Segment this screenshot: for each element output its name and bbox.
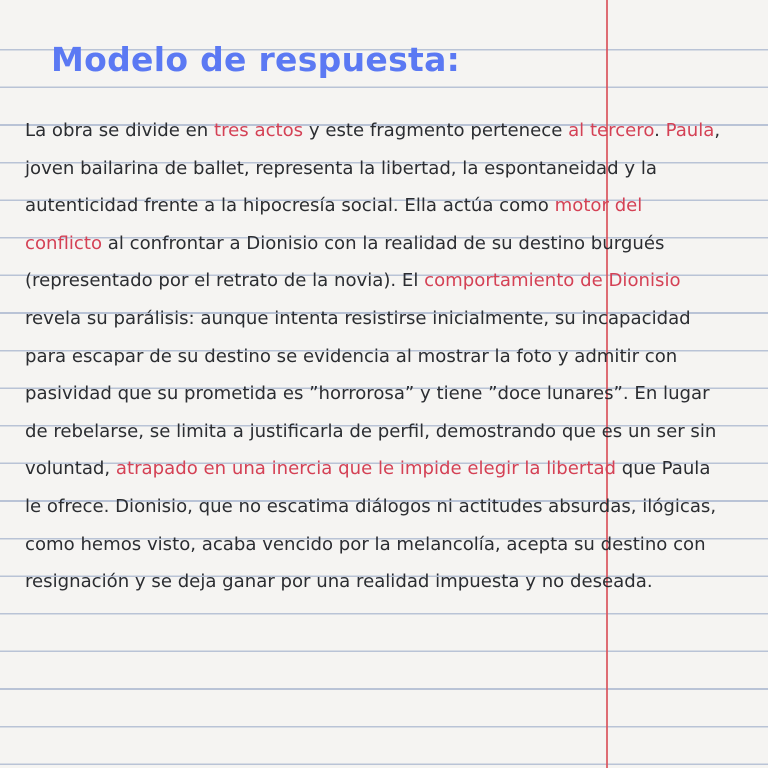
highlight-al-tercero: al tercero: [568, 120, 655, 141]
text-segment: , joven bailarina de ballet, representa la libertad, la espontaneidad y la autenticidad frente a la hipocresía social. Ella actúa como: [25, 120, 721, 217]
highlight-tres-actos: tres actos: [214, 120, 304, 141]
highlight-comportamiento-de-dionisio: comportamiento de Dionisio: [424, 270, 681, 292]
highlight-paula: Paula: [665, 120, 715, 141]
text-segment: y este fragmento pertenece: [303, 120, 569, 141]
answer-paragraph: [25, 112, 725, 601]
text-segment: revela su parálisis: aunque intenta resistirse inicialmente, su incapacidad para escapar de su destino se evidencia al mostrar la foto y admitir con pasividad que su prometida es ”horrorosa” y tiene ”doce lunares”. En lugar de rebelarse, se limita a justificarla de perfil, demostrando que es un ser sin voluntad,: [25, 307, 717, 480]
text-segment: .: [654, 120, 666, 141]
text-segment: al confrontar a Dionisio con la realidad de su destino burgués (representado por el retrato de la novia). El: [25, 232, 665, 292]
highlight-atrapado-en-una-inercia: atrapado en una inercia que le impide elegir la libertad: [115, 458, 617, 480]
text-segment: La obra se divide en: [25, 120, 215, 141]
page-title: Modelo de respuesta:: [51, 40, 461, 79]
highlight-motor-del-conflicto: motor del conflicto: [25, 195, 643, 254]
text-segment: que Paula le ofrece. Dionisio, que no escatima diálogos ni actitudes absurdas, ilógicas, como hemos visto, acaba vencido por la melancolía, acepta su destino con resignación y se deja ganar por una realidad impuesta y no deseada.: [25, 458, 717, 593]
